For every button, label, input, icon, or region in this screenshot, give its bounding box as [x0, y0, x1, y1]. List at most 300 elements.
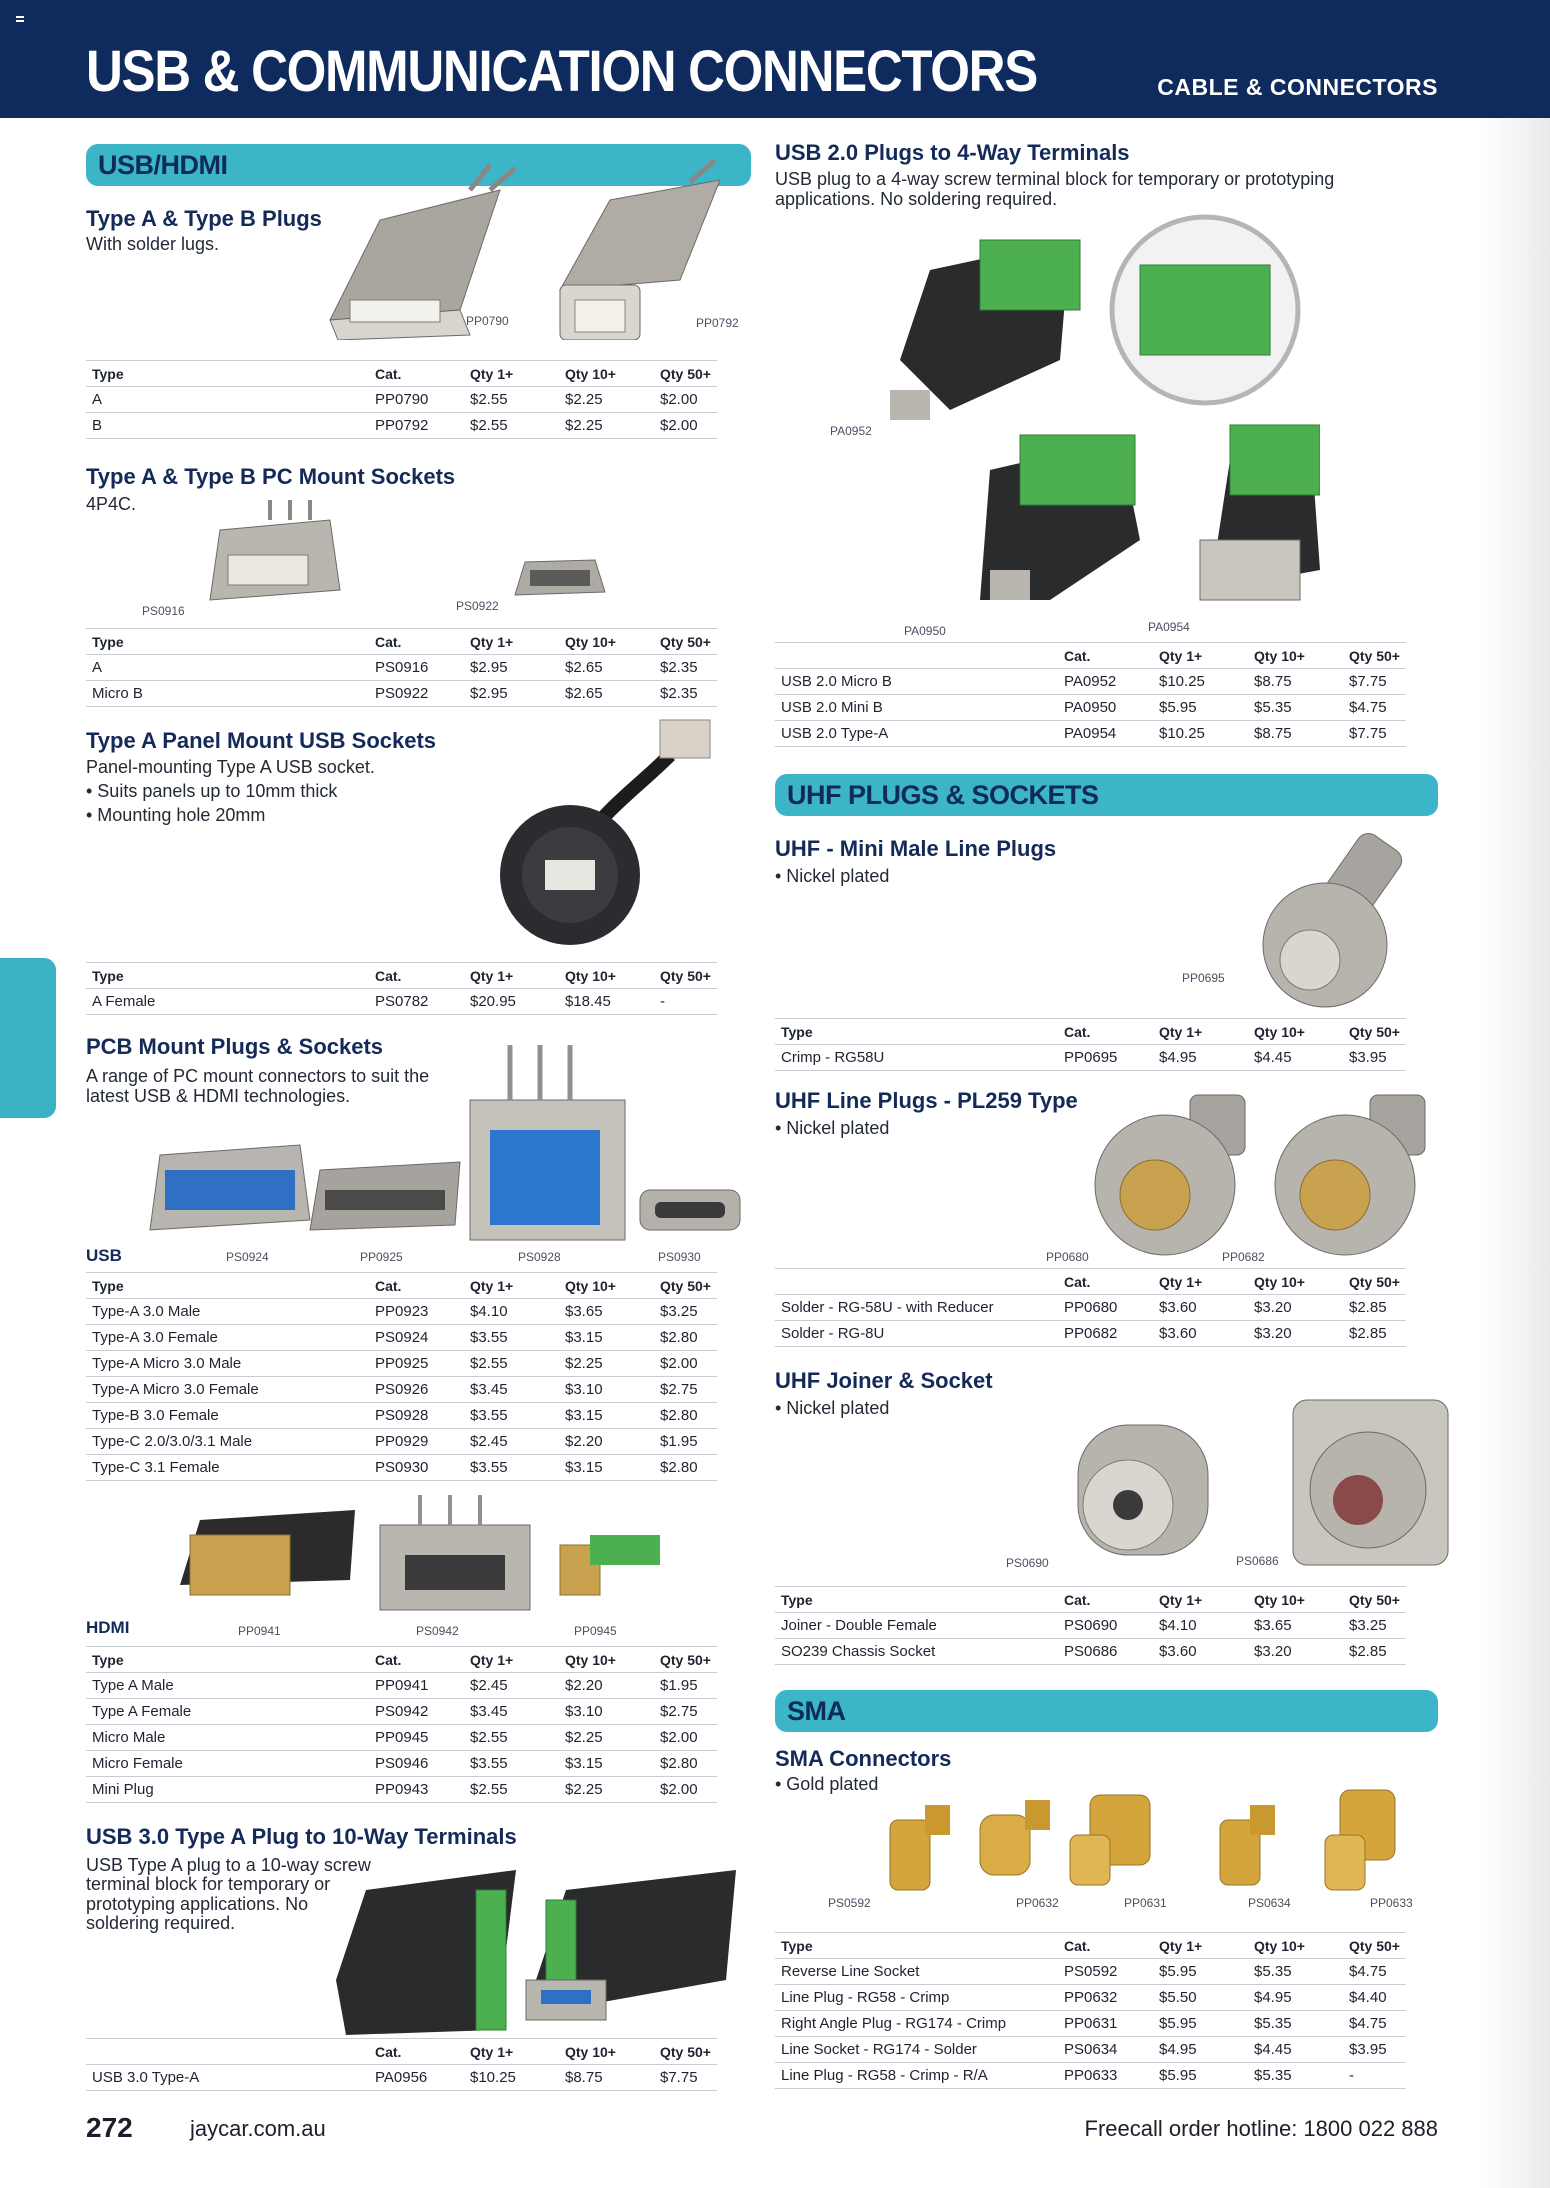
- heading-pc-mount-sockets: Type A & Type B PC Mount Sockets: [86, 464, 456, 489]
- cell: $3.25: [654, 1299, 717, 1325]
- cell: $2.55: [464, 387, 559, 413]
- table-usb2-terminals: [775, 642, 1406, 747]
- table-row: [86, 1429, 717, 1455]
- column-header: Qty 1+: [1153, 1269, 1248, 1295]
- cell: -: [1343, 2063, 1406, 2089]
- column-header: Qty 1+: [1153, 1933, 1248, 1959]
- heading-pcb-mount: PCB Mount Plugs & Sockets: [86, 1034, 384, 1059]
- cell: $3.55: [464, 1325, 559, 1351]
- image-code: PP0680: [1046, 1250, 1089, 1264]
- desc-usb2-line: USB plug to a 4-way screw terminal block for temporary or prototyping: [775, 169, 1335, 189]
- cell: $1.95: [654, 1673, 717, 1699]
- cell: $2.95: [464, 655, 559, 681]
- cell: USB 3.0 Type-A: [86, 2065, 369, 2091]
- image-code: PP0790: [466, 314, 509, 328]
- cell: $4.10: [1153, 1613, 1248, 1639]
- image-code: PS0634: [1248, 1896, 1291, 1910]
- cell: $2.00: [654, 387, 717, 413]
- column-header: Cat.: [369, 963, 464, 989]
- table-uhf-joiner: [775, 1586, 1406, 1665]
- column-header: Type: [86, 361, 369, 387]
- table-sma: [775, 1932, 1406, 2089]
- column-header: Type: [86, 629, 369, 655]
- table-row: [86, 681, 717, 707]
- cell: $2.00: [654, 1725, 717, 1751]
- cell: $2.55: [464, 413, 559, 439]
- table-row: [775, 1985, 1406, 2011]
- column-header: Qty 50+: [654, 629, 717, 655]
- cell: PS0946: [369, 1751, 464, 1777]
- desc-panel-mount-line: • Mounting hole 20mm: [86, 805, 266, 825]
- image-code: PP0631: [1124, 1896, 1167, 1910]
- desc-usb3-line: terminal block for temporary or: [86, 1874, 331, 1894]
- cell: Type-A 3.0 Female: [86, 1325, 369, 1351]
- column-header: Qty 10+: [1248, 1019, 1343, 1045]
- cell: $3.15: [559, 1325, 654, 1351]
- cell: Line Plug - RG58 - Crimp: [775, 1985, 1058, 2011]
- cell: Mini Plug: [86, 1777, 369, 1803]
- column-header: Qty 10+: [559, 629, 654, 655]
- table-row: [86, 413, 717, 439]
- cell: $7.75: [1343, 721, 1406, 747]
- column-header: Cat.: [369, 361, 464, 387]
- cell: USB 2.0 Type-A: [775, 721, 1058, 747]
- cell: PP0923: [369, 1299, 464, 1325]
- table-uhf-mini: [775, 1018, 1406, 1071]
- column-header: Cat.: [1058, 1019, 1153, 1045]
- image-code: PP0792: [696, 316, 739, 330]
- image-code: PP0682: [1222, 1250, 1265, 1264]
- column-header: [86, 2039, 369, 2065]
- cell: PS0782: [369, 989, 464, 1015]
- cell: PS0924: [369, 1325, 464, 1351]
- desc-usb3-line: soldering required.: [86, 1913, 236, 1933]
- cell: $3.10: [559, 1699, 654, 1725]
- column-header: Qty 1+: [464, 1273, 559, 1299]
- image-code: PS0942: [416, 1624, 459, 1638]
- cell: $2.75: [654, 1699, 717, 1725]
- heading-sma: SMA Connectors: [775, 1746, 952, 1771]
- cell: $2.95: [464, 681, 559, 707]
- cell: Reverse Line Socket: [775, 1959, 1058, 1985]
- cell: $5.35: [1248, 2063, 1343, 2089]
- cell: $7.75: [654, 2065, 717, 2091]
- cell: $3.20: [1248, 1639, 1343, 1665]
- cell: $5.95: [1153, 2063, 1248, 2089]
- cell: $2.35: [654, 681, 717, 707]
- cell: $3.55: [464, 1403, 559, 1429]
- cell: $1.95: [654, 1429, 717, 1455]
- cell: $4.95: [1248, 1985, 1343, 2011]
- cell: $2.85: [1343, 1295, 1406, 1321]
- column-header: Type: [86, 963, 369, 989]
- cell: PP0790: [369, 387, 464, 413]
- cell: $2.75: [654, 1377, 717, 1403]
- table-row: [86, 1351, 717, 1377]
- table-row: [86, 1777, 717, 1803]
- table-pc-mount-sockets: [86, 628, 717, 707]
- column-header: Qty 10+: [1248, 1587, 1343, 1613]
- desc-pcb-mount-line: latest USB & HDMI technologies.: [86, 1086, 351, 1106]
- table-row: [775, 669, 1406, 695]
- subhead-usb: USB: [86, 1246, 122, 1265]
- desc-panel-mount-line: Panel-mounting Type A USB socket.: [86, 757, 375, 777]
- page-header: [0, 0, 1550, 118]
- heading-usb3-terminals: USB 3.0 Type A Plug to 10-Way Terminals: [86, 1824, 517, 1849]
- usb2-terminal-images: [870, 210, 1320, 630]
- column-header: Qty 1+: [1153, 1019, 1248, 1045]
- cell: Micro Male: [86, 1725, 369, 1751]
- cell: $4.45: [1248, 1045, 1343, 1071]
- table-row: [86, 655, 717, 681]
- cell: A: [86, 387, 369, 413]
- cell: $2.45: [464, 1429, 559, 1455]
- column-header: Cat.: [369, 1647, 464, 1673]
- column-header: Cat.: [1058, 643, 1153, 669]
- table-pcb-usb: [86, 1272, 717, 1481]
- desc-pc-mount-sockets: 4P4C.: [86, 494, 137, 514]
- cell: $7.75: [1343, 669, 1406, 695]
- column-header: Qty 50+: [1343, 1019, 1406, 1045]
- side-tab-marker[interactable]: [0, 958, 56, 1118]
- cell: Type A Male: [86, 1673, 369, 1699]
- cell: Crimp - RG58U: [775, 1045, 1058, 1071]
- cell: $3.55: [464, 1751, 559, 1777]
- table-row: [86, 1725, 717, 1751]
- cell: $4.45: [1248, 2037, 1343, 2063]
- cell: $2.00: [654, 1777, 717, 1803]
- cell: PP0680: [1058, 1295, 1153, 1321]
- menu-icon[interactable]: [16, 16, 28, 26]
- cell: Solder - RG-8U: [775, 1321, 1058, 1347]
- heading-uhf-mini: UHF - Mini Male Line Plugs: [775, 836, 1057, 861]
- cell: $3.55: [464, 1455, 559, 1481]
- panel-mount-socket-image: [490, 715, 750, 955]
- page-title: USB & COMMUNICATION CONNECTORS: [86, 39, 1037, 104]
- cell: PP0682: [1058, 1321, 1153, 1347]
- cell: PP0943: [369, 1777, 464, 1803]
- column-header: Type: [86, 1273, 369, 1299]
- image-code: PA0952: [830, 424, 872, 438]
- image-code: PS0930: [658, 1250, 701, 1264]
- column-header: Qty 10+: [1248, 1933, 1343, 1959]
- desc-panel-mount-line: • Suits panels up to 10mm thick: [86, 781, 338, 801]
- column-header: Qty 50+: [1343, 1933, 1406, 1959]
- cell: PS0928: [369, 1403, 464, 1429]
- cell: $8.75: [1248, 721, 1343, 747]
- table-row: [775, 2063, 1406, 2089]
- cell: $3.60: [1153, 1295, 1248, 1321]
- table-row: [86, 1299, 717, 1325]
- cell: $4.95: [1153, 2037, 1248, 2063]
- cell: PP0792: [369, 413, 464, 439]
- column-header: Qty 1+: [1153, 643, 1248, 669]
- heading-panel-mount: Type A Panel Mount USB Sockets: [86, 728, 437, 753]
- cell: Joiner - Double Female: [775, 1613, 1058, 1639]
- section-label: CABLE & CONNECTORS: [1157, 74, 1438, 100]
- cell: $3.25: [1343, 1613, 1406, 1639]
- cell: PP0925: [369, 1351, 464, 1377]
- cell: $3.60: [1153, 1639, 1248, 1665]
- image-code: PP0633: [1370, 1896, 1413, 1910]
- cell: $10.25: [1153, 721, 1248, 747]
- column-header: Type: [775, 1933, 1058, 1959]
- cell: $2.55: [464, 1777, 559, 1803]
- column-header: Qty 10+: [1248, 643, 1343, 669]
- cell: $2.00: [654, 413, 717, 439]
- cell: PA0954: [1058, 721, 1153, 747]
- cell: $2.80: [654, 1751, 717, 1777]
- column-header: Qty 10+: [559, 1647, 654, 1673]
- sma-connector-images: [880, 1785, 1440, 1895]
- cell: $8.75: [1248, 669, 1343, 695]
- cell: $2.25: [559, 387, 654, 413]
- column-header: Qty 10+: [559, 963, 654, 989]
- cell: PA0950: [1058, 695, 1153, 721]
- column-header: Type: [86, 1647, 369, 1673]
- cell: PP0632: [1058, 1985, 1153, 2011]
- column-header: Qty 1+: [464, 361, 559, 387]
- usb3-terminal-images: [326, 1830, 746, 2040]
- cell: $3.20: [1248, 1321, 1343, 1347]
- cell: PS0916: [369, 655, 464, 681]
- cell: $2.85: [1343, 1321, 1406, 1347]
- column-header: Qty 10+: [559, 361, 654, 387]
- table-row: [86, 1751, 717, 1777]
- cell: $8.75: [559, 2065, 654, 2091]
- cell: $4.75: [1343, 1959, 1406, 1985]
- cell: $3.60: [1153, 1321, 1248, 1347]
- cell: $3.15: [559, 1455, 654, 1481]
- cell: SO239 Chassis Socket: [775, 1639, 1058, 1665]
- desc-uhf-mini: • Nickel plated: [775, 866, 890, 886]
- banner-sma: SMA: [775, 1690, 1438, 1732]
- cell: PS0634: [1058, 2037, 1153, 2063]
- image-code: PS0928: [518, 1250, 561, 1264]
- cell: Line Plug - RG58 - Crimp - R/A: [775, 2063, 1058, 2089]
- cell: $3.65: [559, 1299, 654, 1325]
- image-code: PS0690: [1006, 1556, 1049, 1570]
- cell: $3.45: [464, 1377, 559, 1403]
- desc-uhf-joiner: • Nickel plated: [775, 1398, 890, 1418]
- column-header: Qty 50+: [654, 1647, 717, 1673]
- cell: $4.75: [1343, 695, 1406, 721]
- cell: USB 2.0 Micro B: [775, 669, 1058, 695]
- cell: PP0929: [369, 1429, 464, 1455]
- cell: PS0926: [369, 1377, 464, 1403]
- heading-type-ab-plugs: Type A & Type B Plugs: [86, 206, 322, 231]
- column-header: Cat.: [369, 1273, 464, 1299]
- cell: $2.20: [559, 1673, 654, 1699]
- cell: USB 2.0 Mini B: [775, 695, 1058, 721]
- column-header: [775, 1269, 1058, 1295]
- table-row: [775, 2037, 1406, 2063]
- cell: PP0945: [369, 1725, 464, 1751]
- column-header: Qty 1+: [464, 629, 559, 655]
- cell: $2.20: [559, 1429, 654, 1455]
- table-row: [86, 2065, 717, 2091]
- page-edge-shadow: [1480, 118, 1550, 2188]
- column-header: Qty 50+: [654, 1273, 717, 1299]
- cell: Micro Female: [86, 1751, 369, 1777]
- column-header: Qty 1+: [464, 2039, 559, 2065]
- cell: $2.45: [464, 1673, 559, 1699]
- table-row: [86, 387, 717, 413]
- cell: $3.15: [559, 1403, 654, 1429]
- usb-plug-images: [320, 160, 750, 340]
- cell: $3.15: [559, 1751, 654, 1777]
- subhead-hdmi: HDMI: [86, 1618, 130, 1637]
- cell: PS0690: [1058, 1613, 1153, 1639]
- cell: $3.95: [1343, 1045, 1406, 1071]
- cell: $4.95: [1153, 1045, 1248, 1071]
- uhf-pl259-images: [1080, 1080, 1450, 1260]
- cell: Solder - RG-58U - with Reducer: [775, 1295, 1058, 1321]
- cell: PS0922: [369, 681, 464, 707]
- cell: PP0941: [369, 1673, 464, 1699]
- image-code: PS0924: [226, 1250, 269, 1264]
- cell: $3.65: [1248, 1613, 1343, 1639]
- cell: $10.25: [1153, 669, 1248, 695]
- cell: -: [654, 989, 717, 1015]
- column-header: Qty 50+: [654, 361, 717, 387]
- cell: Type A Female: [86, 1699, 369, 1725]
- cell: $2.65: [559, 681, 654, 707]
- column-header: Qty 1+: [1153, 1587, 1248, 1613]
- heading-usb2-terminals: USB 2.0 Plugs to 4-Way Terminals: [775, 140, 1130, 165]
- cell: PS0930: [369, 1455, 464, 1481]
- desc-usb3-line: USB Type A plug to a 10-way screw: [86, 1855, 371, 1875]
- cell: $2.25: [559, 1777, 654, 1803]
- pcb-usb-connector-images: [140, 1040, 750, 1250]
- cell: Type-B 3.0 Female: [86, 1403, 369, 1429]
- table-usb3-terminals: [86, 2038, 717, 2091]
- page-number: 272: [86, 2112, 133, 2143]
- column-header: Qty 10+: [559, 1273, 654, 1299]
- table-row: [775, 1639, 1406, 1665]
- cell: $4.75: [1343, 2011, 1406, 2037]
- cell: $5.95: [1153, 2011, 1248, 2037]
- website-link[interactable]: jaycar.com.au: [190, 2116, 326, 2141]
- column-header: Qty 50+: [1343, 1587, 1406, 1613]
- cell: $2.25: [559, 413, 654, 439]
- table-pcb-hdmi: [86, 1646, 717, 1803]
- column-header: Cat.: [1058, 1933, 1153, 1959]
- cell: PS0686: [1058, 1639, 1153, 1665]
- cell: $3.20: [1248, 1295, 1343, 1321]
- table-row: [86, 1377, 717, 1403]
- cell: PP0633: [1058, 2063, 1153, 2089]
- column-header: Qty 50+: [654, 2039, 717, 2065]
- column-header: Cat.: [369, 2039, 464, 2065]
- cell: Type-C 3.1 Female: [86, 1455, 369, 1481]
- image-code: PA0950: [904, 624, 946, 638]
- cell: $5.50: [1153, 1985, 1248, 2011]
- image-code: PP0632: [1016, 1896, 1059, 1910]
- table-row: [775, 1321, 1406, 1347]
- desc-pcb-mount-line: A range of PC mount connectors to suit the: [86, 1066, 430, 1086]
- table-row: [86, 1455, 717, 1481]
- table-panel-mount: [86, 962, 717, 1015]
- column-header: Type: [775, 1019, 1058, 1045]
- table-row: [86, 1673, 717, 1699]
- hdmi-connector-images: [180, 1495, 680, 1625]
- cell: $3.45: [464, 1699, 559, 1725]
- cell: $5.35: [1248, 2011, 1343, 2037]
- uhf-joiner-images: [1058, 1395, 1453, 1575]
- image-code: PS0922: [456, 599, 499, 613]
- image-code: PP0941: [238, 1624, 281, 1638]
- cell: $2.80: [654, 1325, 717, 1351]
- column-header: Qty 50+: [1343, 1269, 1406, 1295]
- cell: PP0631: [1058, 2011, 1153, 2037]
- cell: B: [86, 413, 369, 439]
- table-row: [86, 1699, 717, 1725]
- cell: $2.85: [1343, 1639, 1406, 1665]
- table-row: [775, 695, 1406, 721]
- cell: $18.45: [559, 989, 654, 1015]
- cell: $2.00: [654, 1351, 717, 1377]
- pc-mount-socket-images: [200, 500, 620, 610]
- desc-usb3-line: prototyping applications. No: [86, 1894, 309, 1914]
- cell: $5.35: [1248, 1959, 1343, 1985]
- column-header: [775, 643, 1058, 669]
- cell: $2.55: [464, 1725, 559, 1751]
- table-row: [86, 1325, 717, 1351]
- cell: $3.95: [1343, 2037, 1406, 2063]
- table-row: [86, 989, 717, 1015]
- image-code: PA0954: [1148, 620, 1190, 634]
- cell: $4.10: [464, 1299, 559, 1325]
- cell: PP0695: [1058, 1045, 1153, 1071]
- cell: Micro B: [86, 681, 369, 707]
- table-row: [775, 1045, 1406, 1071]
- cell: $2.35: [654, 655, 717, 681]
- table-row: [775, 1295, 1406, 1321]
- banner-usb-hdmi: USB/HDMI: [86, 144, 751, 186]
- cell: $5.35: [1248, 695, 1343, 721]
- column-header: Qty 1+: [464, 1647, 559, 1673]
- cell: A: [86, 655, 369, 681]
- heading-uhf-joiner: UHF Joiner & Socket: [775, 1368, 993, 1393]
- cell: PS0942: [369, 1699, 464, 1725]
- cell: PA0956: [369, 2065, 464, 2091]
- table-type-ab-plugs: [86, 360, 717, 439]
- cell: $10.25: [464, 2065, 559, 2091]
- column-header: Cat.: [1058, 1269, 1153, 1295]
- table-row: [775, 2011, 1406, 2037]
- desc-uhf-pl259: • Nickel plated: [775, 1118, 890, 1138]
- banner-uhf: UHF PLUGS & SOCKETS: [775, 774, 1438, 816]
- column-header: Qty 10+: [559, 2039, 654, 2065]
- uhf-mini-plug-image: [1240, 825, 1430, 1015]
- heading-uhf-pl259: UHF Line Plugs - PL259 Type: [775, 1088, 1078, 1113]
- cell: Right Angle Plug - RG174 - Crimp: [775, 2011, 1058, 2037]
- cell: $3.10: [559, 1377, 654, 1403]
- hotline-text: Freecall order hotline: 1800 022 888: [1084, 2116, 1438, 2141]
- cell: $2.55: [464, 1351, 559, 1377]
- cell: $5.95: [1153, 1959, 1248, 1985]
- table-uhf-pl259: [775, 1268, 1406, 1347]
- desc-usb2-line: applications. No soldering required.: [775, 189, 1058, 209]
- column-header: Qty 50+: [654, 963, 717, 989]
- cell: Type-C 2.0/3.0/3.1 Male: [86, 1429, 369, 1455]
- image-code: PP0945: [574, 1624, 617, 1638]
- cell: $2.80: [654, 1403, 717, 1429]
- cell: Line Socket - RG174 - Solder: [775, 2037, 1058, 2063]
- column-header: Qty 1+: [464, 963, 559, 989]
- table-row: [775, 721, 1406, 747]
